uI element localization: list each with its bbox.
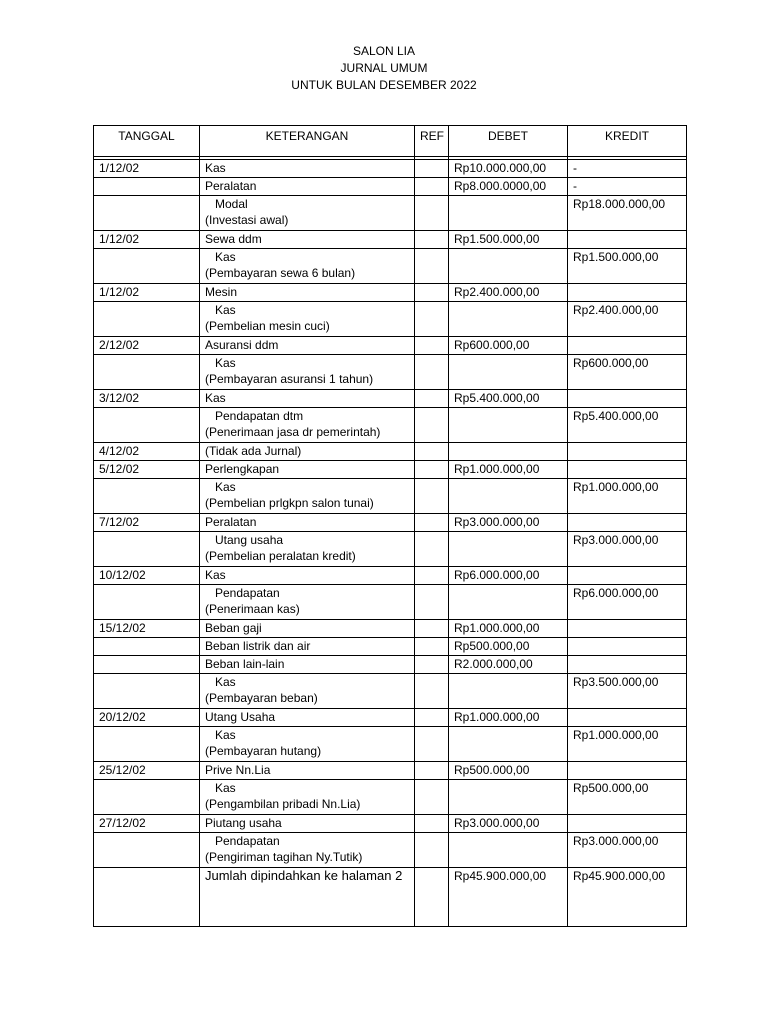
cell-ref xyxy=(415,868,449,927)
cell-ref xyxy=(415,709,449,727)
cell-kredit: - xyxy=(568,178,687,196)
column-header-tanggal: TANGGAL xyxy=(94,126,200,157)
table-row xyxy=(94,249,687,284)
cell-keterangan xyxy=(200,674,415,709)
entry-description: (Pembayaran hutang) xyxy=(205,744,322,758)
cell-ref xyxy=(415,815,449,833)
table-row xyxy=(94,532,687,567)
cell-ref xyxy=(415,231,449,249)
account-name: Prive Nn.Lia xyxy=(205,763,271,777)
cell-keterangan xyxy=(200,479,415,514)
cell-ref xyxy=(415,408,449,443)
cell-keterangan xyxy=(200,355,415,390)
cell-keterangan xyxy=(200,514,415,532)
table-row xyxy=(94,408,687,443)
cell-debet xyxy=(449,833,568,868)
account-name: Kas xyxy=(215,675,236,689)
table-row xyxy=(94,514,687,532)
table-row xyxy=(94,231,687,249)
cell-tanggal: 27/12/02 xyxy=(94,815,200,833)
cell-kredit: Rp3.500.000,00 xyxy=(568,674,687,709)
journal-title: JURNAL UMUM xyxy=(340,61,428,75)
account-name: Kas xyxy=(215,480,236,494)
cell-keterangan xyxy=(200,160,415,178)
cell-tanggal xyxy=(94,302,200,337)
cell-tanggal: 25/12/02 xyxy=(94,762,200,780)
cell-tanggal: 15/12/02 xyxy=(94,620,200,638)
general-journal-table xyxy=(93,125,687,927)
table-row xyxy=(94,443,687,461)
cell-tanggal xyxy=(94,178,200,196)
cell-kredit xyxy=(568,762,687,780)
account-name: Modal xyxy=(215,197,248,211)
document-header xyxy=(0,43,768,94)
journal-body xyxy=(94,157,687,927)
table-row xyxy=(94,160,687,178)
cell-keterangan xyxy=(200,709,415,727)
cell-debet xyxy=(449,585,568,620)
table-row xyxy=(94,567,687,585)
cell-debet: Rp3.000.000,00 xyxy=(449,514,568,532)
table-row xyxy=(94,815,687,833)
cell-tanggal xyxy=(94,674,200,709)
entry-description: (Pembelian peralatan kredit) xyxy=(205,549,356,563)
cell-ref xyxy=(415,514,449,532)
cell-debet: Rp6.000.000,00 xyxy=(449,567,568,585)
cell-ref xyxy=(415,780,449,815)
cell-tanggal xyxy=(94,479,200,514)
cell-keterangan xyxy=(200,727,415,762)
cell-debet: Rp1.500.000,00 xyxy=(449,231,568,249)
cell-ref xyxy=(415,585,449,620)
table-row xyxy=(94,727,687,762)
cell-tanggal: 3/12/02 xyxy=(94,390,200,408)
table-row xyxy=(94,390,687,408)
cell-kredit: Rp18.000.000,00 xyxy=(568,196,687,231)
table-row xyxy=(94,196,687,231)
cell-ref xyxy=(415,302,449,337)
cell-debet xyxy=(449,408,568,443)
column-header-kredit: KREDIT xyxy=(568,126,687,157)
account-name: Peralatan xyxy=(205,515,257,529)
cell-tanggal xyxy=(94,780,200,815)
cell-debet: Rp1.000.000,00 xyxy=(449,709,568,727)
account-name: Kas xyxy=(215,781,236,795)
cell-keterangan xyxy=(200,780,415,815)
cell-debet: Rp5.400.000,00 xyxy=(449,390,568,408)
cell-keterangan xyxy=(200,408,415,443)
cell-keterangan xyxy=(200,196,415,231)
cell-kredit xyxy=(568,567,687,585)
account-name: Sewa ddm xyxy=(205,232,262,246)
cell-tanggal xyxy=(94,532,200,567)
table-row xyxy=(94,674,687,709)
cell-kredit xyxy=(568,656,687,674)
cell-tanggal: 20/12/02 xyxy=(94,709,200,727)
cell-keterangan xyxy=(200,337,415,355)
entry-description: (Penerimaan jasa dr pemerintah) xyxy=(205,425,381,439)
account-name: Piutang usaha xyxy=(205,816,282,830)
account-name: Beban lain-lain xyxy=(205,657,285,671)
table-row xyxy=(94,302,687,337)
cell-tanggal: 1/12/02 xyxy=(94,160,200,178)
cell-kredit xyxy=(568,390,687,408)
table-row xyxy=(94,780,687,815)
cell-kredit: Rp6.000.000,00 xyxy=(568,585,687,620)
cell-debet xyxy=(449,727,568,762)
cell-tanggal: 2/12/02 xyxy=(94,337,200,355)
table-header-row xyxy=(94,126,687,157)
table-row xyxy=(94,762,687,780)
cell-kredit xyxy=(568,638,687,656)
cell-ref xyxy=(415,479,449,514)
account-name: Kas xyxy=(205,391,226,405)
account-name: Kas xyxy=(215,250,236,264)
cell-kredit xyxy=(568,443,687,461)
cell-debet: Rp3.000.000,00 xyxy=(449,815,568,833)
cell-tanggal: 4/12/02 xyxy=(94,443,200,461)
cell-kredit: - xyxy=(568,160,687,178)
cell-keterangan xyxy=(200,284,415,302)
cell-ref xyxy=(415,178,449,196)
cell-tanggal xyxy=(94,868,200,927)
table-row xyxy=(94,284,687,302)
cell-ref xyxy=(415,638,449,656)
cell-tanggal: 10/12/02 xyxy=(94,567,200,585)
cell-tanggal xyxy=(94,408,200,443)
cell-tanggal xyxy=(94,833,200,868)
cell-kredit: Rp2.400.000,00 xyxy=(568,302,687,337)
cell-kredit: Rp1.500.000,00 xyxy=(568,249,687,284)
cell-kredit xyxy=(568,461,687,479)
cell-tanggal xyxy=(94,638,200,656)
cell-keterangan xyxy=(200,638,415,656)
cell-keterangan xyxy=(200,567,415,585)
cell-keterangan xyxy=(200,461,415,479)
cell-debet: Rp8.000.0000,00 xyxy=(449,178,568,196)
table-row xyxy=(94,709,687,727)
cell-ref xyxy=(415,355,449,390)
cell-tanggal xyxy=(94,196,200,231)
cell-keterangan xyxy=(200,390,415,408)
cell-tanggal xyxy=(94,727,200,762)
cell-kredit: Rp5.400.000,00 xyxy=(568,408,687,443)
account-name: Asuransi ddm xyxy=(205,338,279,352)
table-row xyxy=(94,585,687,620)
cell-debet xyxy=(449,196,568,231)
cell-ref xyxy=(415,461,449,479)
table-row xyxy=(94,355,687,390)
entry-description: (Penerimaan kas) xyxy=(205,602,300,616)
cell-ref xyxy=(415,656,449,674)
cell-ref xyxy=(415,762,449,780)
cell-kredit: Rp500.000,00 xyxy=(568,780,687,815)
table-row xyxy=(94,479,687,514)
cell-debet: Rp10.000.000,00 xyxy=(449,160,568,178)
cell-debet: Rp1.000.000,00 xyxy=(449,620,568,638)
total-label: Jumlah dipindahkan ke halaman 2 xyxy=(200,868,415,927)
cell-keterangan xyxy=(200,231,415,249)
cell-ref xyxy=(415,284,449,302)
account-name: Pendapatan xyxy=(215,586,280,600)
cell-debet: Rp1.000.000,00 xyxy=(449,461,568,479)
account-name: (Tidak ada Jurnal) xyxy=(205,444,302,458)
cell-tanggal: 7/12/02 xyxy=(94,514,200,532)
cell-kredit: Rp3.000.000,00 xyxy=(568,833,687,868)
cell-debet xyxy=(449,479,568,514)
cell-debet: Rp2.400.000,00 xyxy=(449,284,568,302)
cell-ref xyxy=(415,249,449,284)
total-kredit: Rp45.900.000,00 xyxy=(568,868,687,927)
account-name: Pendapatan dtm xyxy=(215,409,304,423)
period-title: UNTUK BULAN DESEMBER 2022 xyxy=(291,78,477,92)
entry-description: (Pembelian mesin cuci) xyxy=(205,319,330,333)
account-name: Perlengkapan xyxy=(205,462,280,476)
cell-kredit: Rp1.000.000,00 xyxy=(568,479,687,514)
cell-ref xyxy=(415,567,449,585)
account-name: Utang Usaha xyxy=(205,710,276,724)
account-name: Utang usaha xyxy=(215,533,284,547)
total-row xyxy=(94,868,687,927)
table-row xyxy=(94,461,687,479)
cell-keterangan xyxy=(200,620,415,638)
cell-ref xyxy=(415,390,449,408)
entry-description: (Investasi awal) xyxy=(205,213,289,227)
cell-keterangan xyxy=(200,656,415,674)
table-row xyxy=(94,833,687,868)
cell-kredit: Rp600.000,00 xyxy=(568,355,687,390)
cell-ref xyxy=(415,337,449,355)
account-name: Pendapatan xyxy=(215,834,280,848)
table-row xyxy=(94,337,687,355)
cell-debet: Rp500.000,00 xyxy=(449,762,568,780)
entry-description: (Pembayaran beban) xyxy=(205,691,318,705)
cell-ref xyxy=(415,620,449,638)
cell-debet: R2.000.000,00 xyxy=(449,656,568,674)
cell-keterangan xyxy=(200,302,415,337)
cell-debet xyxy=(449,532,568,567)
cell-debet xyxy=(449,249,568,284)
cell-keterangan xyxy=(200,178,415,196)
table-row xyxy=(94,656,687,674)
cell-ref xyxy=(415,833,449,868)
cell-kredit: Rp3.000.000,00 xyxy=(568,532,687,567)
company-name: SALON LIA xyxy=(352,44,416,58)
cell-tanggal xyxy=(94,656,200,674)
column-header-keterangan: KETERANGAN xyxy=(200,126,415,157)
account-name: Beban listrik dan air xyxy=(205,639,311,653)
cell-ref xyxy=(415,196,449,231)
cell-debet xyxy=(449,302,568,337)
cell-debet: Rp600.000,00 xyxy=(449,337,568,355)
cell-ref xyxy=(415,674,449,709)
cell-keterangan xyxy=(200,762,415,780)
cell-debet: Rp500.000,00 xyxy=(449,638,568,656)
cell-debet xyxy=(449,674,568,709)
cell-tanggal xyxy=(94,355,200,390)
account-name: Peralatan xyxy=(205,179,257,193)
account-name: Kas xyxy=(215,303,236,317)
entry-description: (Pengambilan pribadi Nn.Lia) xyxy=(205,797,361,811)
entry-description: (Pembayaran asuransi 1 tahun) xyxy=(205,372,374,386)
cell-ref xyxy=(415,727,449,762)
cell-kredit xyxy=(568,620,687,638)
total-debet: Rp45.900.000,00 xyxy=(449,868,568,927)
cell-keterangan xyxy=(200,532,415,567)
cell-keterangan xyxy=(200,443,415,461)
cell-kredit xyxy=(568,815,687,833)
cell-debet xyxy=(449,780,568,815)
cell-kredit xyxy=(568,284,687,302)
cell-kredit xyxy=(568,514,687,532)
table-row xyxy=(94,638,687,656)
cell-tanggal: 1/12/02 xyxy=(94,231,200,249)
table-row xyxy=(94,620,687,638)
column-header-ref: REF xyxy=(415,126,449,157)
cell-keterangan xyxy=(200,249,415,284)
cell-tanggal: 1/12/02 xyxy=(94,284,200,302)
cell-keterangan xyxy=(200,585,415,620)
cell-kredit: Rp1.000.000,00 xyxy=(568,727,687,762)
cell-ref xyxy=(415,443,449,461)
column-header-debet: DEBET xyxy=(449,126,568,157)
account-name: Kas xyxy=(215,728,236,742)
entry-description: (Pembayaran sewa 6 bulan) xyxy=(205,266,356,280)
entry-description: (Pengiriman tagihan Ny.Tutik) xyxy=(205,850,363,864)
cell-kredit xyxy=(568,231,687,249)
cell-tanggal xyxy=(94,249,200,284)
account-name: Mesin xyxy=(205,285,238,299)
cell-tanggal xyxy=(94,585,200,620)
cell-kredit xyxy=(568,337,687,355)
account-name: Kas xyxy=(205,161,226,175)
cell-ref xyxy=(415,160,449,178)
cell-debet xyxy=(449,443,568,461)
cell-keterangan xyxy=(200,815,415,833)
account-name: Kas xyxy=(215,356,236,370)
table-row xyxy=(94,178,687,196)
cell-tanggal: 5/12/02 xyxy=(94,461,200,479)
cell-ref xyxy=(415,532,449,567)
cell-keterangan xyxy=(200,833,415,868)
cell-kredit xyxy=(568,709,687,727)
account-name: Kas xyxy=(205,568,226,582)
entry-description: (Pembelian prlgkpn salon tunai) xyxy=(205,496,374,510)
cell-debet xyxy=(449,355,568,390)
account-name: Beban gaji xyxy=(205,621,262,635)
